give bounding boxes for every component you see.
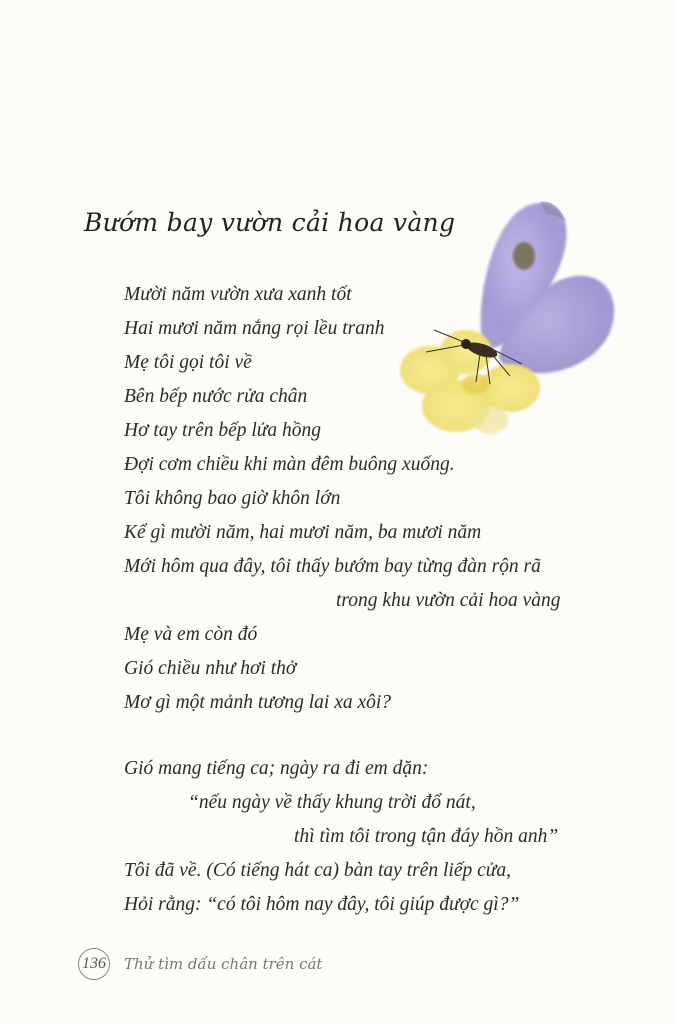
poem-line: Hai mươi năm nắng rọi lều tranh	[124, 318, 385, 339]
poem-line: Tôi không bao giờ khôn lớn	[124, 488, 341, 509]
poem-line: Mẹ và em còn đó	[124, 624, 258, 645]
poem-line: Mới hôm qua đây, tôi thấy bướm bay từng đàn rộn rã	[124, 556, 541, 577]
poem-line: Hơ tay trên bếp lửa hồng	[124, 420, 322, 441]
poem-line: Gió chiều như hơi thở	[124, 658, 297, 679]
poem-title: Bướm bay vườn cải hoa vàng	[84, 208, 456, 237]
poem-line: Hỏi rằng: “có tôi hôm nay đây, tôi giúp được gì?”	[124, 894, 520, 915]
poem-line: Gió mang tiếng ca; ngày ra đi em dặn:	[124, 758, 429, 779]
poem-line: Tôi đã về. (Có tiếng hát ca) bàn tay trên liếp cửa,	[124, 860, 512, 881]
page-footer	[78, 946, 322, 982]
poem-line: Bên bếp nước rửa chân	[124, 386, 308, 407]
poem-line: thì tìm tôi trong tận đáy hồn anh”	[294, 826, 559, 847]
poem-line: “nếu ngày về thấy khung trời đổ nát,	[188, 792, 476, 813]
poem-line: Kể gì mười năm, hai mươi năm, ba mươi năm	[124, 522, 482, 543]
poem-line: Mơ gì một mảnh tương lai xa xôi?	[124, 692, 392, 713]
poem-line: Mẹ tôi gọi tôi về	[124, 352, 252, 373]
poem-line: Đợi cơm chiều khi màn đêm buông xuống.	[124, 454, 455, 475]
poem-line: trong khu vườn cải hoa vàng	[336, 590, 561, 611]
poem-line: Mười năm vườn xưa xanh tốt	[124, 284, 352, 305]
page-number: 136	[78, 948, 110, 980]
book-title: Thử tìm dấu chân trên cát	[124, 955, 323, 973]
